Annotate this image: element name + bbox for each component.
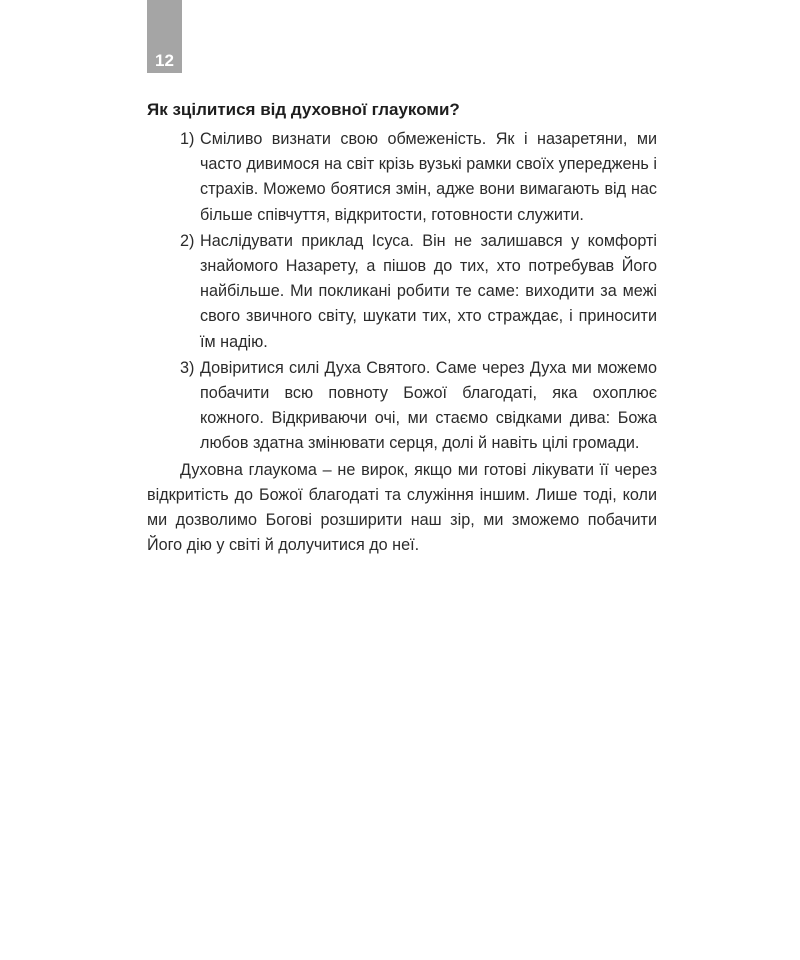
list-item-text: Наслідувати приклад Ісуса. Він не залишався у комфорті знайомого Назарету, а пішов до тих, хто потребував Його найбільше. Ми покликані робити те саме: виходити за межі свого звичного світу, шукати тих, хто страждає, і приносити їм надію.: [200, 231, 657, 351]
list-item-number: 2): [180, 231, 195, 250]
page-content: [147, 97, 657, 558]
list-item: [147, 356, 657, 457]
page-number: 12: [155, 51, 174, 70]
conclusion-paragraph: Духовна глаукома – не вирок, якщо ми готові лікувати її через відкритість до Божої благодаті та служіння іншим. Лише тоді, коли ми дозволимо Богові розширити наш зір, ми зможемо побачити Його дію у світі й долучитися до неї.: [147, 460, 657, 555]
list-item-number: 3): [180, 358, 195, 377]
list-item: [147, 127, 657, 228]
list-item-text: Довіритися силі Духа Святого. Саме через Духа ми можемо побачити всю повноту Божої благодаті, яка охоплює кожного. Відкриваючи очі, ми стаємо свідками дива: Божа любов здатна змінювати серця, долі й навіть цілі громади.: [200, 358, 657, 453]
list-item-number: 1): [180, 130, 195, 148]
steps-list: [147, 127, 657, 457]
page-number-tab: [147, 0, 182, 73]
list-item: [147, 229, 657, 355]
list-item-text: Сміливо визнати свою обмеженість. Як і назаретяни, ми часто дивимося на світ крізь вузькі рамки своїх упереджень і страхів. Можемо боятися змін, адже вони вимагають від нас більше співчуття, відкритости, готовности служити.: [200, 130, 657, 224]
section-heading: Як зцілитися від духовної глаукоми?: [147, 100, 460, 119]
